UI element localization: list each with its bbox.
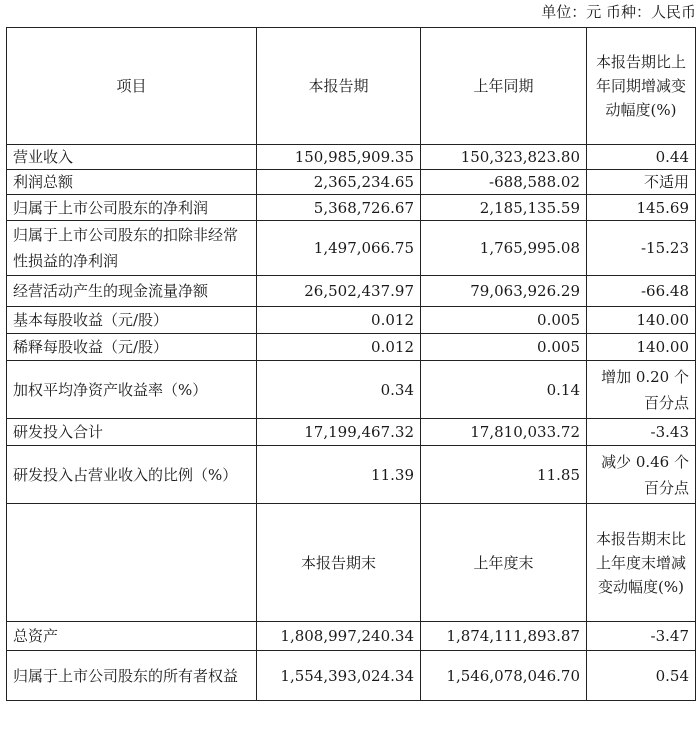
row-current: 0.012 <box>257 307 421 334</box>
row-current: 1,497,066.75 <box>257 221 421 276</box>
row-prior: 1,874,111,893.87 <box>421 622 587 651</box>
table-row <box>7 361 696 419</box>
row-change: 0.54 <box>587 651 696 701</box>
row-prior: -688,588.02 <box>421 170 587 195</box>
table-row <box>7 307 696 334</box>
table-row <box>7 446 696 504</box>
row-label: 归属于上市公司股东的净利润 <box>7 195 257 221</box>
row-label: 研发投入合计 <box>7 419 257 446</box>
row-current: 0.012 <box>257 334 421 361</box>
table-row <box>7 170 696 195</box>
row-prior: 17,810,033.72 <box>421 419 587 446</box>
row-label: 经营活动产生的现金流量净额 <box>7 276 257 307</box>
row-label: 加权平均净资产收益率（%） <box>7 361 257 419</box>
header-prior-year-end: 上年度末 <box>421 504 587 622</box>
row-current: 1,554,393,024.34 <box>257 651 421 701</box>
row-change: 145.69 <box>587 195 696 221</box>
row-prior: 11.85 <box>421 446 587 504</box>
row-change: -3.43 <box>587 419 696 446</box>
table-row <box>7 276 696 307</box>
table-row <box>7 419 696 446</box>
row-change: 140.00 <box>587 307 696 334</box>
row-prior: 2,185,135.59 <box>421 195 587 221</box>
table-header-row <box>7 504 696 622</box>
row-change: 140.00 <box>587 334 696 361</box>
header-change-pct: 本报告期末比上年度末增减变动幅度(%) <box>587 504 696 622</box>
header-prior-period: 上年同期 <box>421 28 587 145</box>
row-current: 1,808,997,240.34 <box>257 622 421 651</box>
row-label: 总资产 <box>7 622 257 651</box>
table-row <box>7 195 696 221</box>
row-current: 150,985,909.35 <box>257 145 421 170</box>
row-change: -66.48 <box>587 276 696 307</box>
financial-data-table <box>6 27 696 701</box>
table-row <box>7 334 696 361</box>
row-prior: 79,063,926.29 <box>421 276 587 307</box>
table-row <box>7 221 696 276</box>
row-label: 基本每股收益（元/股） <box>7 307 257 334</box>
row-prior: 1,546,078,046.70 <box>421 651 587 701</box>
table-row <box>7 651 696 701</box>
table-row <box>7 622 696 651</box>
row-current: 11.39 <box>257 446 421 504</box>
row-current: 17,199,467.32 <box>257 419 421 446</box>
row-label: 营业收入 <box>7 145 257 170</box>
row-prior: 150,323,823.80 <box>421 145 587 170</box>
row-change: -3.47 <box>587 622 696 651</box>
row-current: 26,502,437.97 <box>257 276 421 307</box>
row-current: 5,368,726.67 <box>257 195 421 221</box>
table-row <box>7 145 696 170</box>
header-item-empty <box>7 504 257 622</box>
header-change-pct: 本报告期比上年同期增减变动幅度(%) <box>587 28 696 145</box>
row-prior: 0.005 <box>421 307 587 334</box>
row-label: 研发投入占营业收入的比例（%） <box>7 446 257 504</box>
row-change: 减少 0.46 个百分点 <box>587 446 696 504</box>
header-period-end: 本报告期末 <box>257 504 421 622</box>
row-change: 增加 0.20 个百分点 <box>587 361 696 419</box>
row-change: 0.44 <box>587 145 696 170</box>
unit-currency-note: 单位：元 币种：人民币 <box>541 3 696 21</box>
row-label: 归属于上市公司股东的扣除非经常性损益的净利润 <box>7 221 257 276</box>
row-prior: 0.14 <box>421 361 587 419</box>
row-label: 稀释每股收益（元/股） <box>7 334 257 361</box>
row-current: 0.34 <box>257 361 421 419</box>
row-change: -15.23 <box>587 221 696 276</box>
header-item: 项目 <box>7 28 257 145</box>
table-header-row <box>7 28 696 145</box>
row-label: 归属于上市公司股东的所有者权益 <box>7 651 257 701</box>
row-prior: 1,765,995.08 <box>421 221 587 276</box>
row-current: 2,365,234.65 <box>257 170 421 195</box>
row-label: 利润总额 <box>7 170 257 195</box>
header-current-period: 本报告期 <box>257 28 421 145</box>
row-change: 不适用 <box>587 170 696 195</box>
row-prior: 0.005 <box>421 334 587 361</box>
